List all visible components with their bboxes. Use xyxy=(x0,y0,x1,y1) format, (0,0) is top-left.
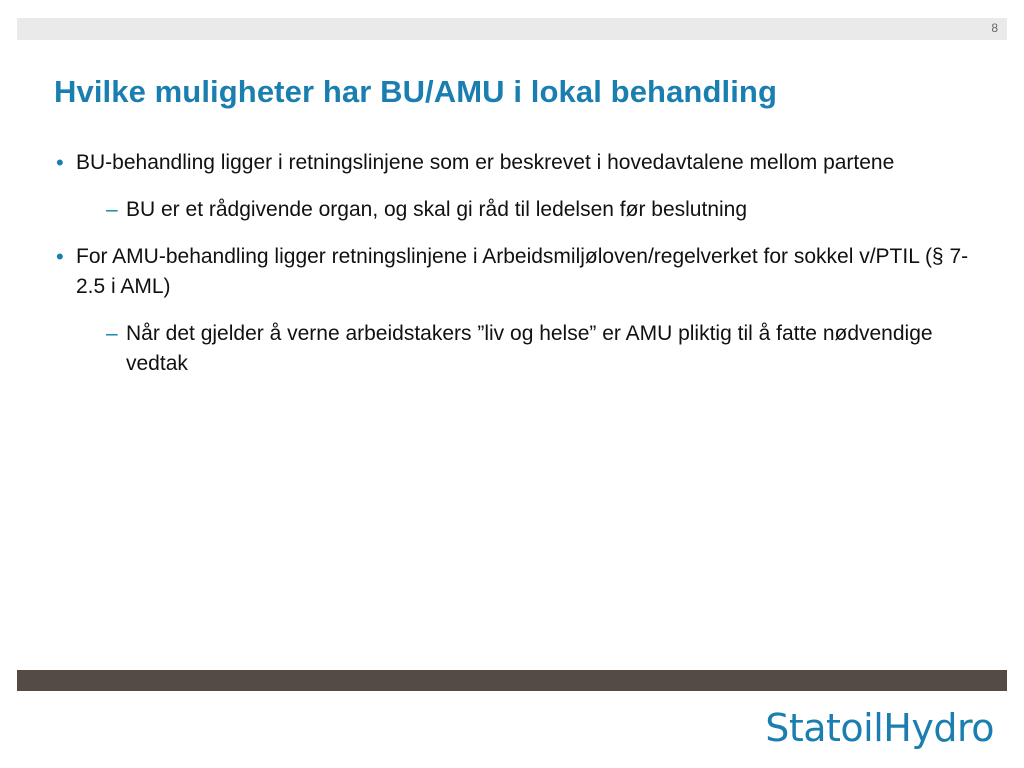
sub-bullet-marker: – xyxy=(106,322,118,345)
slide-title: Hvilke muligheter har BU/AMU i lokal behandling xyxy=(54,74,777,109)
bullet-marker: • xyxy=(56,244,64,269)
bullet-item xyxy=(56,242,976,302)
sub-bullet-item xyxy=(106,195,976,225)
slide-content xyxy=(56,148,976,396)
page-number: 8 xyxy=(991,21,998,35)
sub-bullet-item xyxy=(106,319,976,379)
bullet-text: BU-behandling ligger i retningslinjene som er beskrevet i hovedavtalene mellom partene xyxy=(76,151,895,174)
bullet-marker: • xyxy=(56,150,64,175)
sub-bullet-marker: – xyxy=(106,198,118,221)
header-band xyxy=(17,18,1007,40)
sub-bullet-text: Når det gjelder å verne arbeidstakers ”liv og helse” er AMU pliktig til å fatte nødvendige vedtak xyxy=(126,322,933,375)
footer-bar xyxy=(17,670,1007,691)
bullet-item xyxy=(56,148,976,178)
statoilhydro-logo: StatoilHydro xyxy=(765,706,994,750)
bullet-text: For AMU-behandling ligger retningslinjene i Arbeidsmiljøloven/regelverket for sokkel v/PTIL (§ 7-2.5 i AML) xyxy=(76,245,969,298)
sub-bullet-text: BU er et rådgivende organ, og skal gi råd til ledelsen før beslutning xyxy=(126,198,748,221)
